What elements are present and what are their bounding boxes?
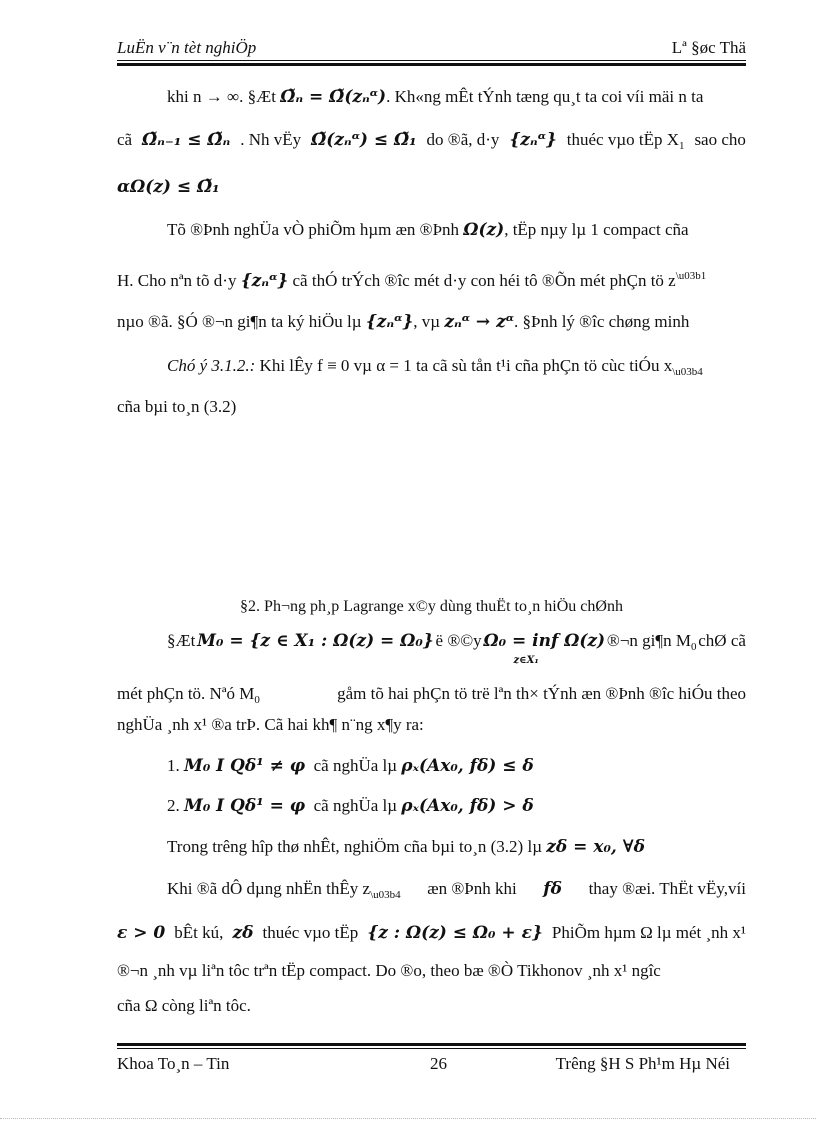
note-label: Chó ý 3.1.2.: [167, 356, 256, 375]
p1-line1: khi n → ∞. §Æt Ω̃ₙ = Ω̃(zₙᵅ). Kh«ng mÊt tÝnh tæng qu¸t ta coi víi mäi n ta [167, 87, 704, 107]
header-rule [117, 60, 746, 61]
header-rule-thick [117, 63, 746, 66]
p3-line3: nghÜa ¸nh x¹ ®a trÞ. Cã hai kh¶ n¨ng x¶y ra: [117, 715, 424, 734]
page-number: 26 [430, 1054, 447, 1073]
note-line2: cña bµi to¸n (3.2) [117, 397, 237, 416]
footer-rule-thick [117, 1043, 746, 1046]
case-item: 1. M₀ I Qδ¹ ≠ φ cã nghÜa lµ ρₓ(Ax₀, fδ) ≤ δ [167, 756, 534, 776]
footer-university: Trêng §H S Ph¹m Hµ Néi [555, 1054, 730, 1073]
p3-line2: mét phÇn tö. Nªó $M_0$ gåm tõ hai phÇn tö trë lªn th× tÝnh æn ®Þnh ®îc hiÓu theo [117, 684, 746, 706]
p2-line1: Tõ ®Þnh nghÜa vÒ phiÕm hµm æn ®Þnh Ω(z), tËp nµy lµ 1 compact cña [167, 220, 689, 240]
p5-line2: ε > 0 bÊt kú, zδ thuéc vµo tËp {z : Ω(z) ≤ Ω₀ + ε} PhiÕm hµm Ω lµ mét ¸nh x¹ [117, 923, 746, 943]
p4-line: Trong trêng hîp thø nhÊt, nghiÖm cña bµi to¸n (3.2) lµ zδ = x₀, ∀δ [167, 837, 645, 857]
math-omega-n: Ω̃ₙ = Ω̃(zₙᵅ) [280, 87, 387, 107]
p1-line2: cã Ω̃ₙ₋₁ ≤ Ω̃ₙ . Nh vËy Ω̃(zₙᵅ) ≤ Ω̃₁ do ®ã, d·y {zₙᵅ} thuéc vµo tËp $X_1$ sao cho [117, 130, 746, 152]
case-item: 2. M₀ I Qδ¹ = φ cã nghÜa lµ ρₓ(Ax₀, fδ) > δ [167, 796, 534, 816]
p2-line3: nµo ®ã. §Ó ®¬n gi¶n ta ký hiÖu lµ {zₙᵅ}, vµ zₙᵅ → zᵅ. §Þnh lý ®îc chøng minh [117, 312, 690, 332]
p5-line3: ®¬n ¸nh vµ liªn tôc trªn tËp compact. Do ®o, theo bæ ®Ò Tikhonov ¸nh x¹ ngîc [117, 961, 661, 980]
note-line1: Chó ý 3.1.2.: Khi lÊy f ≡ 0 vµ α = 1 ta cã sù tån t¹i cña phÇn tö cùc tiÓu $x_{\backslash u03b4}$ [167, 356, 703, 378]
section-heading: §2. Ph¬ng ph¸p Lagrange x©y dùng thuËt to¸n hiÖu chØnh [240, 598, 623, 615]
p5-line4: cña Ω còng liªn tôc. [117, 996, 251, 1015]
header-title: LuËn v¨n tèt nghiÖp [117, 38, 257, 57]
p2-line2: H. Cho nªn tõ d·y {zₙᵅ} cã thÓ trÝch ®îc mét d·y con héi tô ®Õn mét phÇn tö $z^{\backslash u03b1}$ [117, 270, 707, 291]
p1-line3: αΩ(z) ≤ Ω̃₁ [117, 177, 220, 197]
footer-faculty: Khoa To¸n – Tin [117, 1054, 230, 1073]
page-edge [0, 1118, 816, 1119]
p5-line1: Khi ®ã dÔ dµng nhËn thÊy $z_{\backslash u03b4}$ æn ®Þnh khi fδ thay ®æi. ThËt vËy,víi [167, 879, 746, 901]
header-author: Lª §øc Thä [671, 38, 746, 57]
footer-rule [117, 1048, 746, 1049]
p3-line1: §Æt M₀ = {z ∈ X₁ : Ω(z) = Ω₀} ë ®©y Ω₀ = inf Ω(z) z∈X₁ ®¬n gi¶n $M_0$ chØ cã [167, 631, 746, 666]
